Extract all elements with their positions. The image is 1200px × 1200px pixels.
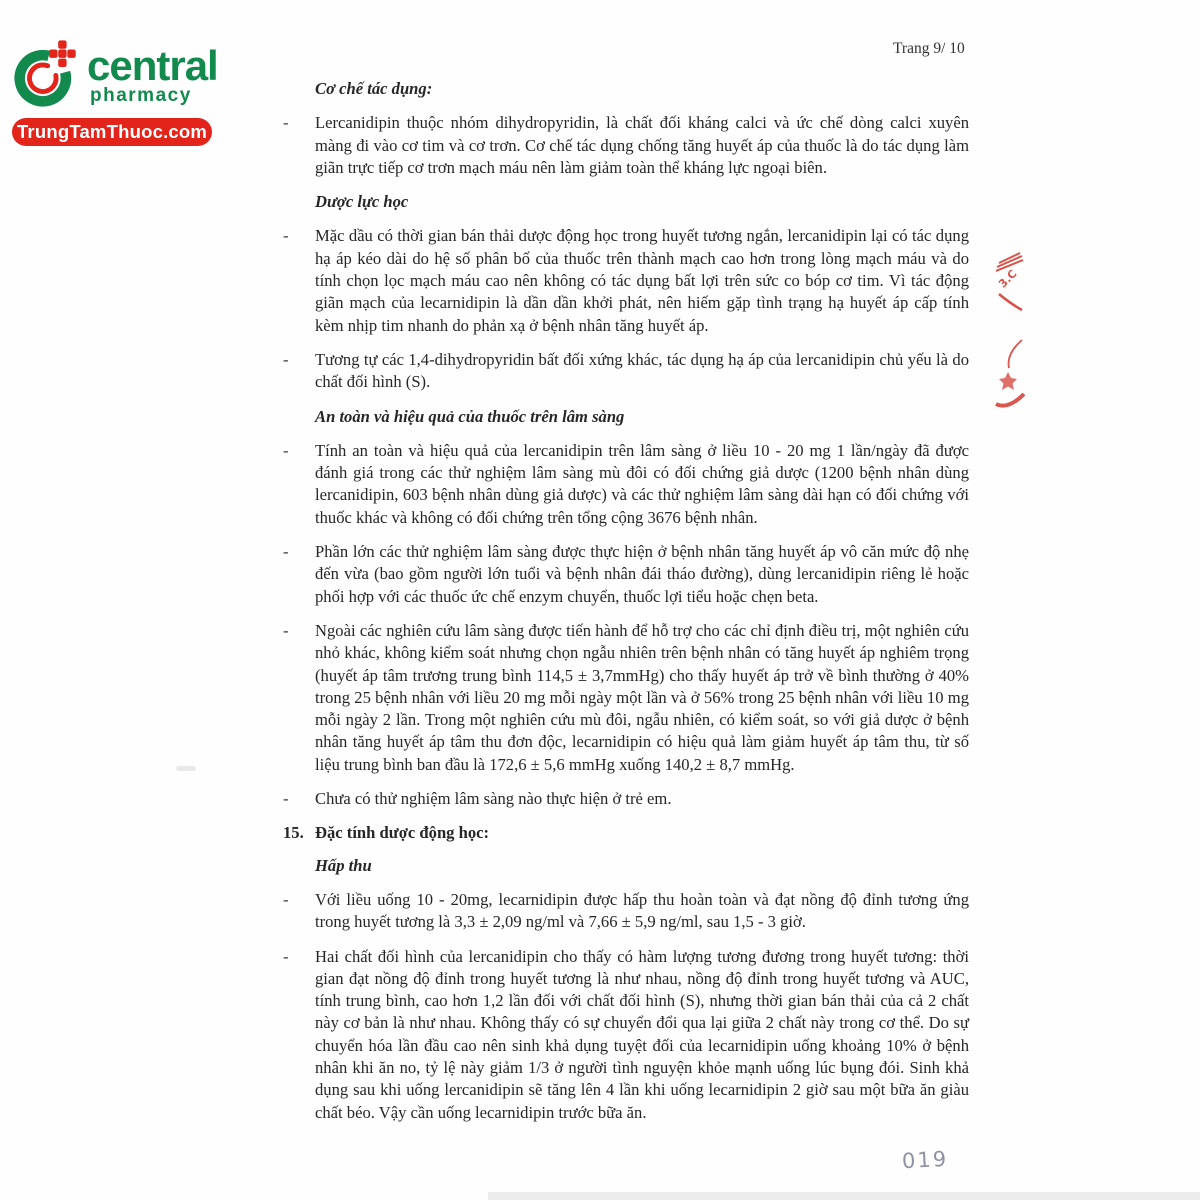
bullet-dash: - xyxy=(283,440,289,460)
section-heading-duoc-luc-hoc: Dược lực học xyxy=(315,192,409,212)
pharmacy-cross-icon xyxy=(12,38,82,110)
handwritten-number: 019 xyxy=(901,1146,949,1174)
paragraph-text: Tính an toàn và hiệu quả của lercanidipin trên lâm sàng ở liều 10 - 20 mg 1 lần/ngày đã được đánh giá trong các thử nghiệm lâm sàng mù đôi có đối chứng giả dược (1200 bệnh nhân dùng lercanidipin, 603 bệnh nhân dùng giả dược) và các thử nghiệm lâm sàng dài hạn có đối chứng với thuốc khác và không có đối chứng trên tổng cộng 3676 bệnh nhân. xyxy=(315,440,969,527)
paragraph-text: Chưa có thử nghiệm lâm sàng nào thực hiện ở trẻ em. xyxy=(315,789,672,809)
logo-brand-name: central xyxy=(87,42,218,89)
bullet-paragraph xyxy=(283,620,969,776)
logo-website-badge: TrungTamThuoc.com xyxy=(12,118,212,146)
bullet-dash: - xyxy=(283,789,289,809)
bullet-dash: - xyxy=(283,542,289,562)
paragraph-text: Ngoài các nghiên cứu lâm sàng được tiến hành để hỗ trợ cho các chỉ định điều trị, một nghiên cứu nhỏ khác, không kiểm soát nhưng chọn ngẫu nhiên trên bệnh nhân có tăng huyết áp nghiêm trọng (huyết áp tâm trương trung bình 114,5 ± 3,7mmHg) cho thấy huyết áp trở về bình thường ở 40% trong 25 bệnh nhân với liều 20 mg mỗi ngày một lần và ở 56% trong 25 bệnh nhân với liều 10 mg mỗi ngày 2 lần. Trong một nghiên cứu mù đôi, ngẫu nhiên, có kiểm soát, so với giả dược ở bệnh nhân tăng huyết áp tâm thu đơn độc, lecarnidipin có hiệu quả làm giảm huyết áp tâm thu, từ số liệu trung bình ban đầu là 172,6 ± 5,6 mmHg xuống 140,2 ± 8,7 mmHg. xyxy=(315,620,969,774)
section-heading-an-toan-hieu-qua: An toàn và hiệu quả của thuốc trên lâm sàng xyxy=(315,406,625,426)
page-number-label: Trang 9/ 10 xyxy=(893,40,965,57)
paragraph-text: Tương tự các 1,4-dihydropyridin bất đối xứng khác, tác dụng hạ áp của lercanidipin chủ yếu là do chất đối hình (S). xyxy=(315,349,969,392)
paragraph-text: Mặc dầu có thời gian bán thải dược động học trong huyết tương ngắn, lercanidipin lại có tác dụng hạ áp kéo dài do hệ số phân bố của thuốc trên thành mạch cao hơn trong lòng mạch máu và do tính chọn lọc mạch máu cao nên không có tác dụng bất lợi trên sức co bóp cơ tim. Vì tác động giãn mạch của lecarnidipin là dần dần khởi phát, nên hiếm gặp tình trạng hạ huyết áp cấp tính kèm nhịp tim nhanh do phản xạ ở bệnh nhân tăng huyết áp. xyxy=(315,226,969,335)
red-stamp-fragment-bottom xyxy=(994,338,1026,419)
bullet-dash: - xyxy=(283,226,289,246)
logo-text-block xyxy=(87,42,218,106)
document-body xyxy=(283,76,969,1136)
bullet-paragraph xyxy=(283,349,969,394)
section-heading-co-che-tac-dung: Cơ chế tác dụng: xyxy=(315,79,433,98)
bullet-dash: - xyxy=(283,113,289,133)
heading-text: Đặc tính dược động học: xyxy=(315,823,490,843)
bullet-paragraph xyxy=(283,788,969,810)
numbered-heading-dac-tinh-duoc-dong-hoc xyxy=(283,822,969,844)
heading-number: 15. xyxy=(283,823,304,843)
paragraph-text: Phần lớn các thử nghiệm lâm sàng được thực hiện ở bệnh nhân tăng huyết áp vô căn mức độ nhẹ đến vừa (bao gồm người lớn tuổi và bệnh nhân đái tháo đường), dùng lercanidipin riêng lẻ hoặc phối hợp với các thuốc ức chế enzym chuyển, thuốc lợi tiểu hoặc chẹn beta. xyxy=(315,542,969,606)
stamp-text: 3.C xyxy=(996,267,1020,291)
bullet-paragraph xyxy=(283,541,969,608)
bullet-dash: - xyxy=(283,946,289,966)
paragraph-text: Hai chất đối hình của lercanidipin cho thấy có hàm lượng tương đương trong huyết tương: thời gian đạt nồng độ đỉnh trong huyết tương là như nhau, nồng độ đỉnh trong huyết tương và AUC, tính trung bình, cao hơn 1,2 lần đối với chất đối hình (S), nhưng thời gian bán thải của cả 2 chất này cơ bản là như nhau. Không thấy có sự chuyển đổi qua lại giữa 2 chất này trong cơ thể. Do sự chuyển hóa lần đầu cao nên sinh khả dụng tuyệt đối của lecarnidipin uống khoảng 10% ở bệnh nhân khi ăn no, tỷ lệ này giảm 1/3 ở người tình nguyện khỏe mạnh uống lúc bụng đói. Sinh khả dụng sau khi uống lercanidipin sẽ tăng lên 4 lần khi uống lecarnidipin 2 giờ sau một bữa ăn giàu chất béo. Vậy cần uống lecarnidipin trước bữa ăn. xyxy=(315,946,969,1122)
bullet-paragraph xyxy=(283,225,969,336)
logo-row xyxy=(12,38,222,110)
bullet-dash: - xyxy=(283,889,289,909)
scan-bottom-edge xyxy=(488,1192,1200,1200)
bullet-paragraph xyxy=(283,112,969,179)
central-pharmacy-logo xyxy=(12,38,222,146)
logo-tagline: pharmacy xyxy=(90,85,192,106)
red-stamp-fragment-top xyxy=(996,250,1024,319)
bullet-paragraph xyxy=(283,946,969,1124)
bullet-paragraph xyxy=(283,440,969,529)
paragraph-text: Lercanidipin thuộc nhóm dihydropyridin, là chất đối kháng calci và ức chế dòng calci xuyên màng đi vào cơ tim và cơ trơn. Cơ chế tác dụng chống tăng huyết áp của thuốc là do tác dụng làm giãn trực tiếp cơ trơn mạch máu nên làm giảm toàn thể kháng lực ngoại biên. xyxy=(315,113,969,177)
bullet-dash: - xyxy=(283,349,289,369)
paragraph-text: Với liều uống 10 - 20mg, lecarnidipin được hấp thu hoàn toàn và đạt nồng độ đỉnh tương ứng trong huyết tương là 3,3 ± 2,09 ng/ml và 7,66 ± 5,9 ng/ml, sau 1,5 - 3 giờ. xyxy=(315,889,969,932)
scan-smudge-artifact xyxy=(176,766,196,771)
section-heading-hap-thu: Hấp thu xyxy=(315,855,372,875)
bullet-dash: - xyxy=(283,620,289,640)
bullet-paragraph xyxy=(283,889,969,934)
